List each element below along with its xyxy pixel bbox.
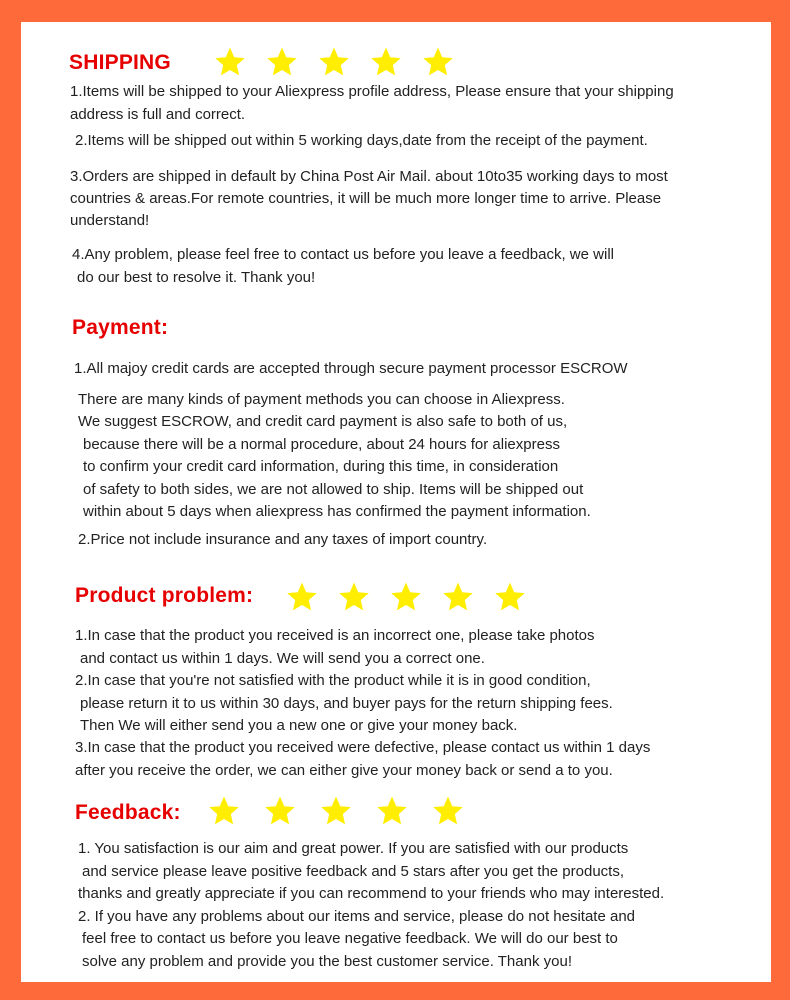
star-icon — [208, 795, 240, 827]
star-icon — [264, 795, 296, 827]
feedback-line: solve any problem and provide you the best customer service. Thank you! — [82, 953, 572, 970]
star-icon — [390, 581, 422, 613]
star-icon — [376, 795, 408, 827]
product-problem-line: 1.In case that the product you received is an incorrect one, please take photos — [75, 627, 595, 644]
shipping-line: 3.Orders are shipped in default by China Post Air Mail. about 10to35 working days to most — [70, 168, 668, 185]
payment-line: within about 5 days when aliexpress has confirmed the payment information. — [83, 503, 591, 520]
shipping-line: 2.Items will be shipped out within 5 working days,date from the receipt of the payment. — [75, 132, 648, 149]
star-icon — [422, 46, 454, 78]
product-problem-heading: Product problem: — [75, 584, 254, 607]
payment-line: We suggest ESCROW, and credit card payment is also safe to both of us, — [78, 413, 568, 430]
star-icon — [370, 46, 402, 78]
feedback-line: and service please leave positive feedback and 5 stars after you get the products, — [82, 863, 624, 880]
star-icon — [442, 581, 474, 613]
feedback-line: 2. If you have any problems about our items and service, please do not hesitate and — [78, 908, 636, 925]
star-icon — [432, 795, 464, 827]
feedback-heading: Feedback: — [75, 801, 181, 824]
product-problem-line: 3.In case that the product you received were defective, please contact us within 1 days — [75, 739, 651, 756]
shipping-line: 1.Items will be shipped to your Aliexpress profile address, Please ensure that your shipping — [70, 83, 674, 100]
payment-line: There are many kinds of payment methods you can choose in Aliexpress. — [78, 391, 565, 408]
star-icon — [286, 581, 318, 613]
payment-line: to confirm your credit card information, during this time, in consideration — [83, 458, 559, 475]
star-icon — [214, 46, 246, 78]
payment-line: 1.All majoy credit cards are accepted through secure payment processor ESCROW — [74, 360, 628, 377]
feedback-line: thanks and greatly appreciate if you can recommend to your friends who may interested. — [78, 885, 665, 902]
shipping-line: address is full and correct. — [70, 106, 246, 123]
payment-line: of safety to both sides, we are not allowed to ship. Items will be shipped out — [83, 481, 584, 498]
shipping-line: do our best to resolve it. Thank you! — [77, 269, 316, 286]
star-icon — [266, 46, 298, 78]
product-problem-stars — [286, 581, 546, 613]
product-problem-line: after you receive the order, we can either give your money back or send a to you. — [75, 762, 613, 779]
shipping-stars — [214, 46, 474, 78]
shipping-line: 4.Any problem, please feel free to contact us before you leave a feedback, we will — [72, 246, 614, 263]
shipping-line: countries & areas.For remote countries, it will be much more longer time to arrive. Please — [70, 190, 662, 207]
shipping-heading: SHIPPING — [69, 51, 171, 74]
feedback-line: feel free to contact us before you leave negative feedback. We will do our best to — [82, 930, 618, 947]
feedback-line: 1. You satisfaction is our aim and great power. If you are satisfied with our products — [78, 840, 629, 857]
star-icon — [494, 581, 526, 613]
payment-line: 2.Price not include insurance and any taxes of import country. — [78, 531, 488, 548]
star-icon — [318, 46, 350, 78]
product-problem-line: please return it to us within 30 days, and buyer pays for the return shipping fees. — [80, 695, 613, 712]
product-problem-line: 2.In case that you're not satisfied with the product while it is in good condition, — [75, 672, 591, 689]
payment-heading: Payment: — [72, 316, 169, 339]
star-icon — [338, 581, 370, 613]
feedback-stars — [208, 795, 488, 827]
star-icon — [320, 795, 352, 827]
shipping-line: understand! — [70, 212, 150, 229]
payment-line: because there will be a normal procedure, about 24 hours for aliexpress — [83, 436, 560, 453]
product-problem-line: and contact us within 1 days. We will send you a correct one. — [80, 650, 485, 667]
product-problem-line: Then We will either send you a new one or give your money back. — [80, 717, 518, 734]
